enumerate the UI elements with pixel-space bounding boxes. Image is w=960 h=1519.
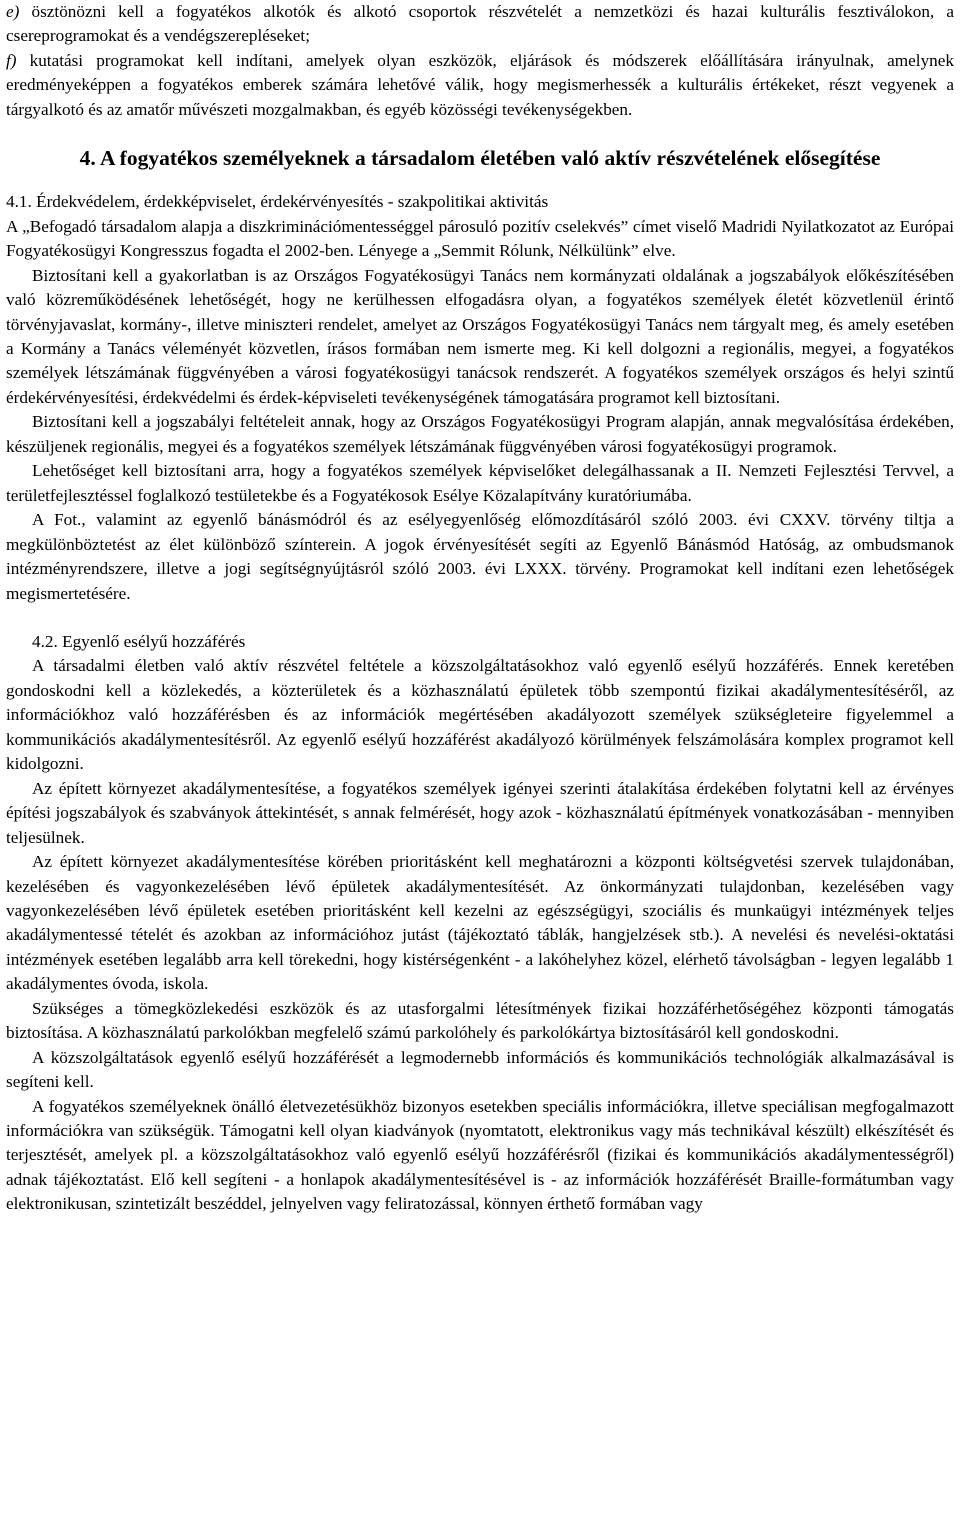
paragraph: Az épített környezet akadálymentesítése, a fogyatékos személyek igényei szerinti átalakítása érdekében folytatni kell az érvényes építési jogszabályok és szabványok áttekintését, s annak felmérését, hogy azok - közhasználatú építmények vonatkozásában - mennyiben teljesülnek.: [6, 778, 954, 847]
section-heading: 4. A fogyatékos személyeknek a társadalom életében való aktív részvételének elősegítése: [79, 146, 881, 171]
paragraph: Az épített környezet akadálymentesítése körében prioritásként kell meghatározni a központi költségvetési szervek tulajdonában, kezelésében és vagyonkezelésében lévő épületek akadálymentesítését. Az önkormányzati tulajdonban, kezelésében vagy vagyonkezelésében lévő épületek esetében prioritásként kell kezelni az egészségügyi, szociális és munkaügyi intézmények teljes akadálymentessé tételét és azokban az információhoz jutást (tájékoztató táblák, hangjelzések stb.). A nevelési és nevelési-oktatási intézmények esetében legalább arra kell törekedni, hogy kistérségenként - a lakóhelyhez közel, elérhető távolságban - legyen legalább 1 akadálymentes óvoda, iskola.: [6, 852, 954, 994]
list-item-text: ösztönözni kell a fogyatékos alkotók és alkotó csoportok részvételét a nemzetközi és hazai kulturális fesztiválokon, a csereprogramokat és a vendégszerepléseket;: [6, 2, 954, 46]
paragraph: Biztosítani kell a gyakorlatban is az Országos Fogyatékosügyi Tanács nem kormányzati oldalának a jogszabályok előkészítésében való közreműködésének lehetőségét, hogy ne kerülhessen elfogadásra olyan, a fogyatékos személyek életét közvetlenül érintő törvényjavaslat, kormány-, illetve miniszteri rendelet, amelyet az Országos Fogyatékosügyi Tanács nem tárgyalt meg, és amely esetében a Kormány a Tanács véleményét közvetlen, írásos formában nem ismerte meg. Ki kell dolgozni a regionális, megyei, a fogyatékos személyek létszámának függvényében a városi fogyatékosügyi tanácsok rendszerét. A fogyatékos személyek országos és helyi szintű érdekérvényesítési, érdekvédelmi és érdek-képviseleti tevékenységének támogatására programot kell biztosítani.: [6, 265, 954, 407]
list-marker: e): [6, 2, 20, 21]
subsection-title: 4.2. Egyenlő esélyű hozzáférés: [32, 631, 246, 651]
paragraph: A fogyatékos személyeknek önálló életvezetésükhöz bizonyos esetekben speciális információkra, illetve speciálisan megfogalmazott információkra van szükségük. Támogatni kell olyan kiadványok (nyomtatott, elektronikus vagy más technikával készült) elkészítését és terjesztését, amelyek pl. a közszolgáltatásokhoz való egyenlő esélyű hozzáférésről (fizikai és kommunikációs akadálymentességről) adnak tájékoztatást. Elő kell segíteni - a honlapok akadálymentesítésével is - az információk hozzáférését Braille-formátumban vagy elektronikusan, szintetizált beszéddel, jelnyelven vagy feliratozással, könnyen érthető formában vagy: [6, 1096, 954, 1214]
paragraph: A „Befogadó társadalom alapja a diszkriminációmentességgel párosuló pozitív cselekvés” címet viselő Madridi Nyilatkozatot az Európai Fogyatékosügyi Kongresszus fogadta el 2002-ben. Lényege a „Semmit Rólunk, Nélkülünk” elve.: [6, 216, 954, 261]
list-item-f: [6, 49, 954, 122]
list-item-e: [6, 0, 954, 49]
list-marker: f): [6, 50, 17, 70]
list-item-text: kutatási programokat kell indítani, amelyek olyan eszközök, eljárások és módszerek előállítására irányulnak, amelynek eredményeképpen a fogyatékos emberek számára lehetővé válik, hogy megismerhessék a kulturális értékeket, részt vegyenek a tárgyalkotó és az amatőr művészeti mozgalmakban, és egyéb közösségi tevékenységekben.: [6, 50, 954, 119]
paragraph: A Fot., valamint az egyenlő bánásmódról és az esélyegyenlőség előmozdításáról szóló 2003. évi CXXV. törvény tiltja a megkülönböztetést az élet különböző színterein. A jogok érvényesítését segíti az Egyenlő Bánásmód Hatóság, az ombudsmanok intézményrendszere, illetve a jogi segítségnyújtásról szóló 2003. évi LXXX. törvény. Programokat kell indítani ezen lehetőségek megismertetésére.: [6, 510, 954, 603]
paragraph: Lehetőséget kell biztosítani arra, hogy a fogyatékos személyek képviselőket delegálhassanak a II. Nemzeti Fejlesztési Tervvel, a területfejlesztéssel foglalkozó testületekbe és a Fogyatékosok Esélye Közalapítvány kuratóriumába.: [6, 461, 954, 505]
paragraph: Szükséges a tömegközlekedési eszközök és az utasforgalmi létesítmények fizikai hozzáférhetőségéhez központi támogatás biztosítása. A közhasználatú parkolókban megfelelő számú parkolóhely és parkolókártya biztosításáról kell gondoskodni.: [6, 998, 954, 1043]
document-page: [6, 0, 954, 1217]
paragraph: A közszolgáltatások egyenlő esélyű hozzáférését a legmodernebb információs és kommunikációs technológiák alkalmazásával is segíteni kell.: [6, 1047, 954, 1092]
spacer: [6, 606, 954, 630]
paragraph: A társadalmi életben való aktív részvétel feltétele a közszolgáltatásokhoz való egyenlő esélyű hozzáférés. Ennek keretében gondoskodni kell a közlekedés, a közterületek és a közhasználatú épületek több szempontú fizikai akadálymentesítéséről, az információkhoz való hozzáférésben és az információk megértésében akadályozott személyek szükségleteire figyelemmel a kommunikációs akadálymentesítésről. Az egyenlő esélyű hozzáférést akadályozó körülmények felszámolására komplex programot kell kidolgozni.: [6, 656, 954, 774]
paragraph: Biztosítani kell a jogszabályi feltételeit annak, hogy az Országos Fogyatékosügyi Program alapján, annak megvalósítása érdekében, készüljenek regionális, megyei és a fogyatékos személyek létszámának függvényében városi fogyatékosügyi programok.: [6, 412, 954, 456]
subsection-title: 4.1. Érdekvédelem, érdekképviselet, érdekérvényesítés - szakpolitikai aktivitás: [6, 192, 549, 212]
